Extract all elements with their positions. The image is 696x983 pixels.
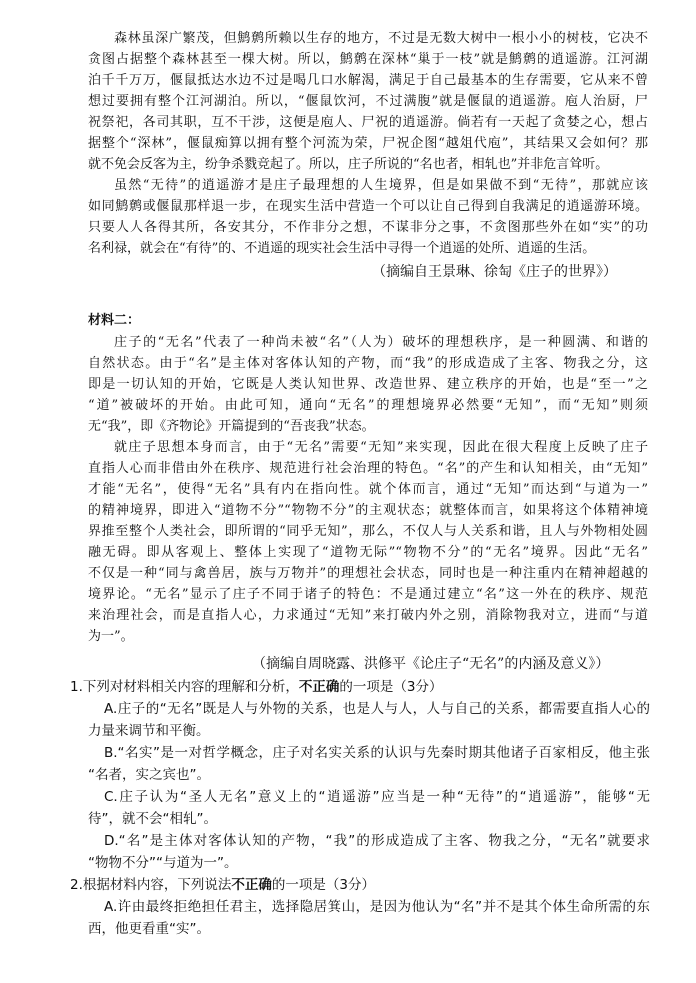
material2-label: 材料二： bbox=[88, 313, 141, 328]
text-line: 的精神境界，即进入“道物不分”“物物不分”的主观状态；就整体而言，如果将这个体精神境 bbox=[88, 503, 648, 518]
text-line: 境界论。“无名”显示了庄子不同于诸子的特色：不是通过建立“名”这一外在的秩序、规范 bbox=[88, 587, 648, 602]
text-line: 名利禄，就会在“有待”的、不逍遥的现实社会生活中寻得一个逍遥的处所、逍遥的生活。 bbox=[88, 241, 596, 256]
text-line: 无“我”，即《齐物论》开篇提到的“吾丧我”状态。 bbox=[88, 419, 375, 434]
paragraph-material2-part2 bbox=[88, 437, 648, 647]
text-line: 来治理社会，而是直指人心，力求通过“无知”来打破内外之别，消除物我对立，进而“与道 bbox=[88, 608, 648, 623]
text-line: 森林虽深广繁茂，但鹪鹩所赖以生存的地方，不过是无数大树中一根小小的树枝，它决不 bbox=[114, 31, 648, 46]
option-c-line: C.庄子认为“圣人无名”意义上的“逍遥游”应当是一种“无待”的“逍遥游”，能够“无 bbox=[104, 789, 650, 805]
question-1-options bbox=[88, 698, 650, 874]
text-line: 不仅是一种“同与禽兽居，族与万物并”的理想社会状态，同时也是一种注重内在精神超越的 bbox=[88, 566, 648, 581]
question-2-text: 根据材料内容，下列说法 bbox=[82, 877, 232, 893]
question-1-points: 的一项是（3分） bbox=[339, 679, 443, 695]
question-2-options bbox=[88, 896, 650, 940]
source-citation-1: （摘编自王景琳、徐匋《庄子的世界》） bbox=[372, 264, 617, 280]
text-line: 据整个“深林”，偃鼠痴算以拥有整个河流为荣，尸祝企图“越俎代庖”，其结果又会如何？那 bbox=[88, 136, 648, 151]
paragraph-material1-part2 bbox=[88, 175, 648, 259]
text-line: 为一”。 bbox=[88, 629, 134, 644]
question-2-stem bbox=[70, 874, 375, 896]
question-1-emphasis: 不正确 bbox=[298, 679, 340, 695]
question-2-emphasis: 不正确 bbox=[231, 877, 272, 893]
question-2-points: 的一项是（3分） bbox=[271, 877, 375, 893]
option-d-line: “物物不分”“与道为一”。 bbox=[88, 855, 238, 871]
option-b-line: “名者，实之宾也”。 bbox=[88, 767, 210, 783]
text-line: 才能“无名”，使得“无名”具有内在指向性。就个体而言，通过“无知”而达到“与道为一” bbox=[88, 482, 648, 497]
text-line: 如同鹪鹩或偃鼠那样退一步，在现实生活中营造一个可以让自己得到自我满足的逍遥游环境。 bbox=[88, 199, 648, 214]
text-line: 自然状态。由于“名”是主体对客体认知的产物，而“我”的形成造成了主客、物我之分，这 bbox=[88, 356, 648, 371]
question-2-number: 2. bbox=[70, 877, 83, 893]
option-a-line: 力量来调节和平衡。 bbox=[88, 723, 210, 739]
text-line: 泊千千万万，偃鼠抵达水边不过是喝几口水解渴，满足于自己最基本的生存需要，它从来不曾 bbox=[88, 73, 648, 88]
option-a-line: A.庄子的“无名”既是人与外物的关系，也是人与人，人与自己的关系，都需要直指人心的 bbox=[104, 701, 650, 717]
question-1-stem bbox=[70, 676, 442, 698]
text-line: 只要人人各得其所，各安其分，不作非分之想，不谋非分之事，不贪图那些外在如“实”的功 bbox=[88, 220, 648, 235]
text-line: 直指人心而非借由外在秩序、规范进行社会治理的特色。“名”的产生和认知相关，由“无知” bbox=[88, 461, 648, 476]
source-citation-2: （摘编自周晓露、洪修平《论庄子“无名”的内涵及意义》） bbox=[252, 656, 610, 672]
text-line: “道”被破坏的开始。由此可知，通向“无名”的理想境界必然要“无知”，而“无知”则须 bbox=[88, 398, 648, 413]
text-line: 庄子的“无名”代表了一种尚未被“名”（人为）破坏的理想秩序，是一种圆满、和谐的 bbox=[114, 335, 648, 350]
text-line: 就庄子思想本身而言，由于“无名”需要“无知”来实现，因此在很大程度上反映了庄子 bbox=[114, 440, 648, 455]
text-line: 祝祭祀，各司其职，互不干涉，这便是庖人、尸祝的逍遥游。倘若有一天起了贪婪之心，想占 bbox=[88, 115, 648, 130]
text-line: 界推至整个人类社会，即所谓的“同乎无知”，那么，不仅人与人关系和谐，且人与外物相处圆 bbox=[88, 524, 648, 539]
option-a-line: 西，他更看重“实”。 bbox=[88, 921, 210, 937]
text-line: 贪图占据整个森林甚至一棵大树。所以，鹪鹩在深林“巢于一枝”就是鹪鹩的逍遥游。江河湖 bbox=[88, 52, 648, 67]
text-line: 就不免会反客为主，纷争杀戮竞起了。所以，庄子所说的“名也者，相轧也”并非危言耸听。 bbox=[88, 157, 609, 172]
paragraph-material1-part1 bbox=[88, 28, 648, 175]
text-line: 融无碍。即从客观上、整体上实现了“道物无际”“物物不分”的“无名”境界。因此“无名” bbox=[88, 545, 648, 560]
question-1-text: 下列对材料相关内容的理解和分析， bbox=[82, 679, 299, 695]
option-d-line: D.“名”是主体对客体认知的产物，“我”的形成造成了主客、物我之分，“无名”就要求 bbox=[104, 833, 650, 849]
text-line: 虽然“无待”的逍遥游才是庄子最理想的人生境界，但是如果做不到“无待”，那就应该 bbox=[114, 178, 648, 193]
option-c-line: 待”，就不会“相轧”。 bbox=[88, 811, 217, 827]
paragraph-material2-part1 bbox=[88, 332, 648, 437]
text-line: 即是一切认知的开始，它既是人类认知世界、改造世界、建立秩序的开始，也是“至一”之 bbox=[88, 377, 648, 392]
question-1-number: 1. bbox=[70, 679, 83, 695]
option-b-line: B.“名实”是一对哲学概念，庄子对名实关系的认识与先秦时期其他诸子百家相反，他主张 bbox=[104, 745, 650, 761]
text-line: 想过要拥有整个江河湖泊。所以，“偃鼠饮河，不过满腹”就是偃鼠的逍遥游。庖人治厨，尸 bbox=[88, 94, 648, 109]
option-a-line: A.许由最终拒绝担任君主，选择隐居箕山，是因为他认为“名”并不是其个体生命所需的东 bbox=[104, 899, 650, 915]
